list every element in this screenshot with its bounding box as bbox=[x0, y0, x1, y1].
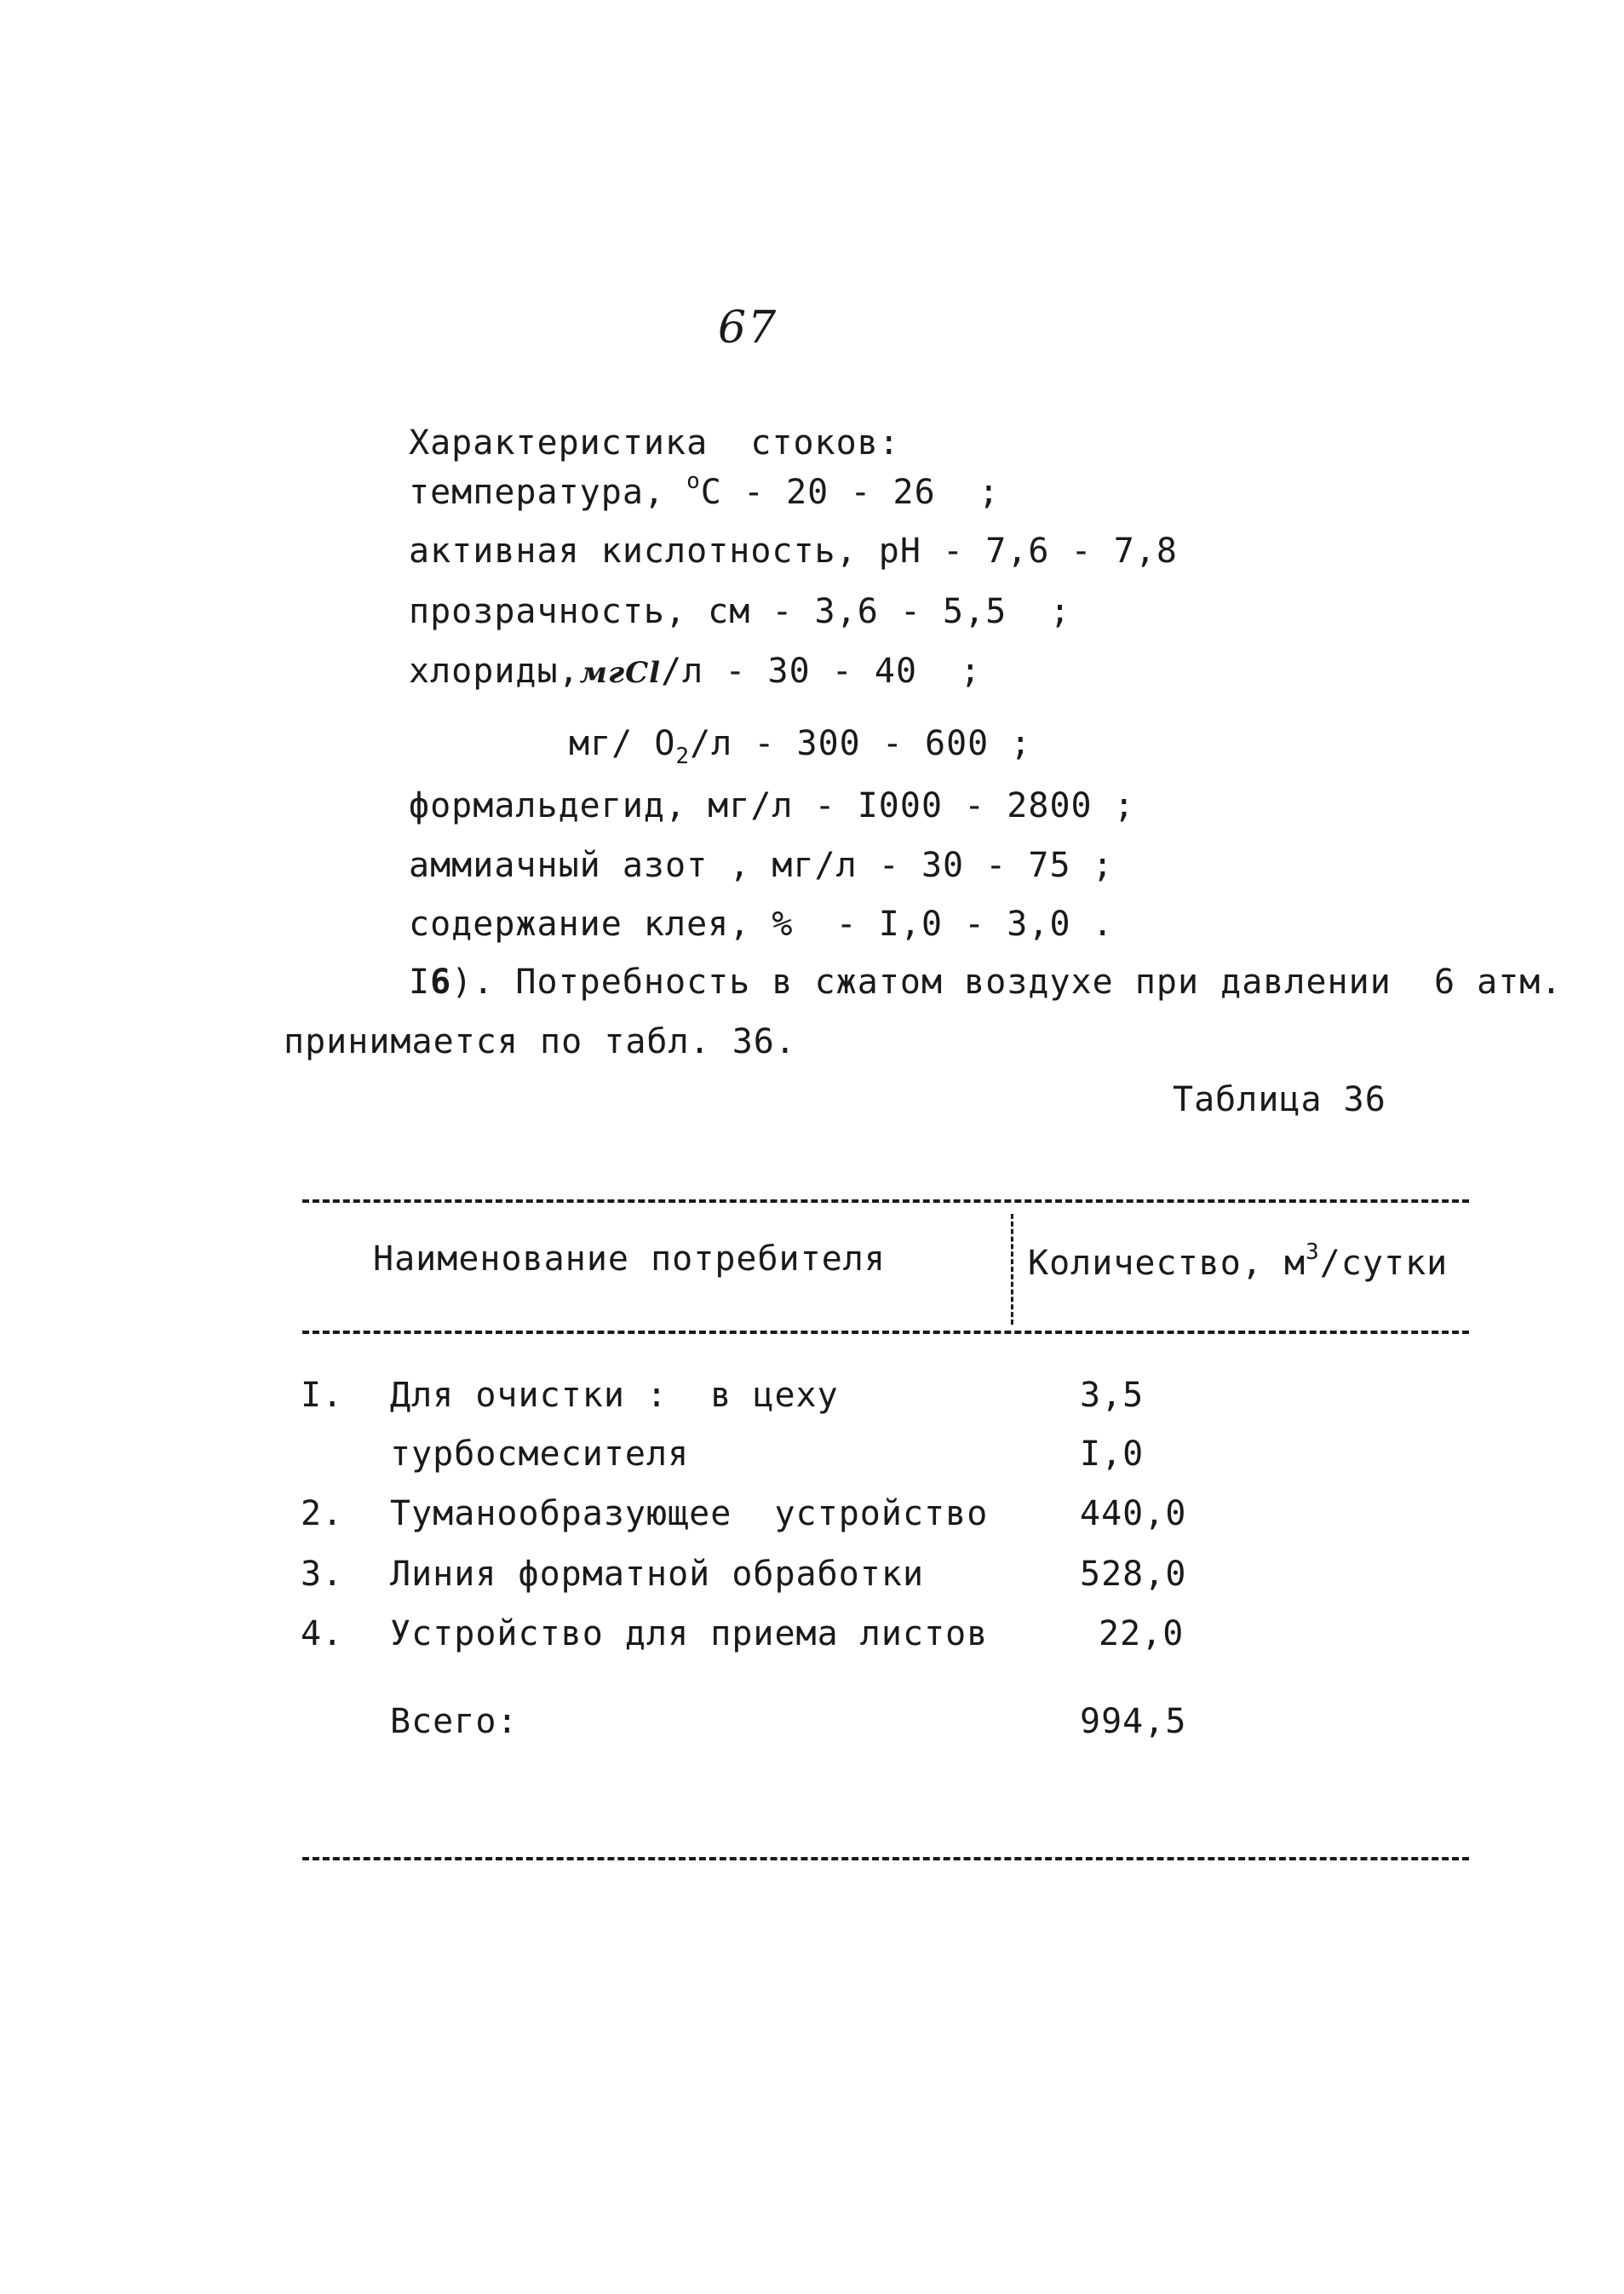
table-header-quantity bbox=[1028, 1239, 1448, 1283]
table-row-3-value: 440,0 bbox=[1080, 1494, 1187, 1533]
ph-line: активная кислотность, pH - 7,6 - 7,8 bbox=[409, 532, 1178, 571]
chlorides-handwritten: мгCl bbox=[579, 656, 662, 690]
table-header-name: Наименование потребителя bbox=[373, 1239, 886, 1279]
table-row-1-name: Для очистки : в цеху bbox=[390, 1376, 839, 1415]
table-total-label: Всего: bbox=[390, 1702, 519, 1741]
table-top-rule bbox=[302, 1199, 1469, 1203]
table-row-5-num: 4. bbox=[301, 1614, 344, 1653]
table-header-quantity-suffix: /сутки bbox=[1319, 1244, 1449, 1283]
paragraph-line-1 bbox=[409, 963, 1562, 1002]
oxygen-line bbox=[569, 724, 1031, 769]
glue-line: содержание клея, % - I,0 - 3,0 . bbox=[409, 905, 1114, 944]
page-number: 67 bbox=[718, 302, 778, 354]
table-row-1-num: I. bbox=[301, 1376, 344, 1415]
transparency-line: прозрачность, см - 3,6 - 5,5 ; bbox=[409, 592, 1071, 631]
chlorides-rest: /л - 30 - 40 ; bbox=[661, 652, 982, 691]
table-row-2-name: турбосмесителя bbox=[390, 1434, 690, 1474]
temperature-label: температура, bbox=[409, 473, 687, 512]
chlorides-line bbox=[409, 652, 981, 691]
oxygen-subscript: 2 bbox=[675, 744, 691, 769]
chlorides-label: хлориды, bbox=[409, 652, 580, 691]
table-row-3-name: Туманообразующее устройство bbox=[390, 1494, 989, 1533]
table-row-4-num: 3. bbox=[301, 1555, 344, 1594]
temperature-line bbox=[409, 469, 1000, 512]
table-row-2-value: I,0 bbox=[1080, 1434, 1145, 1474]
table-column-separator bbox=[1011, 1214, 1013, 1325]
temperature-degree: o bbox=[686, 469, 701, 494]
paragraph-line-2: принимается по табл. 36. bbox=[284, 1022, 796, 1061]
paragraph-text: ). Потребность в сжатом воздухе при давлении 6 атм. bbox=[451, 963, 1563, 1002]
table-bottom-rule bbox=[302, 1857, 1469, 1860]
characteristics-heading: Характеристика стоков: bbox=[409, 423, 900, 463]
table-header-quantity-prefix: Количество, м bbox=[1028, 1244, 1306, 1283]
ammonia-line: аммиачный азот , мг/л - 30 - 75 ; bbox=[409, 846, 1114, 885]
oxygen-rest: /л - 300 - 600 ; bbox=[690, 724, 1032, 763]
table-header-quantity-sup: 3 bbox=[1306, 1239, 1320, 1265]
table-caption: Таблица 36 bbox=[1173, 1080, 1386, 1119]
formaldehyde-line: формальдегид, мг/л - I000 - 2800 ; bbox=[409, 786, 1135, 825]
table-row-4-value: 528,0 bbox=[1080, 1555, 1187, 1594]
table-row-3-num: 2. bbox=[301, 1494, 344, 1533]
table-total-value: 994,5 bbox=[1080, 1702, 1187, 1741]
paragraph-number-prefix: I bbox=[409, 963, 431, 1002]
paragraph-number-digit: 6 bbox=[430, 963, 452, 1002]
temperature-value: - 20 - 26 ; bbox=[721, 473, 1000, 512]
table-row-5-value: 22,0 bbox=[1099, 1614, 1185, 1653]
temperature-unit: C bbox=[700, 473, 722, 512]
table-header-rule bbox=[302, 1331, 1469, 1334]
table-row-5-name: Устройство для приема листов bbox=[390, 1614, 989, 1653]
oxygen-prefix: мг/ O bbox=[569, 724, 676, 763]
table-row-1-value: 3,5 bbox=[1080, 1376, 1145, 1415]
table-row-4-name: Линия форматной обработки bbox=[390, 1555, 925, 1594]
